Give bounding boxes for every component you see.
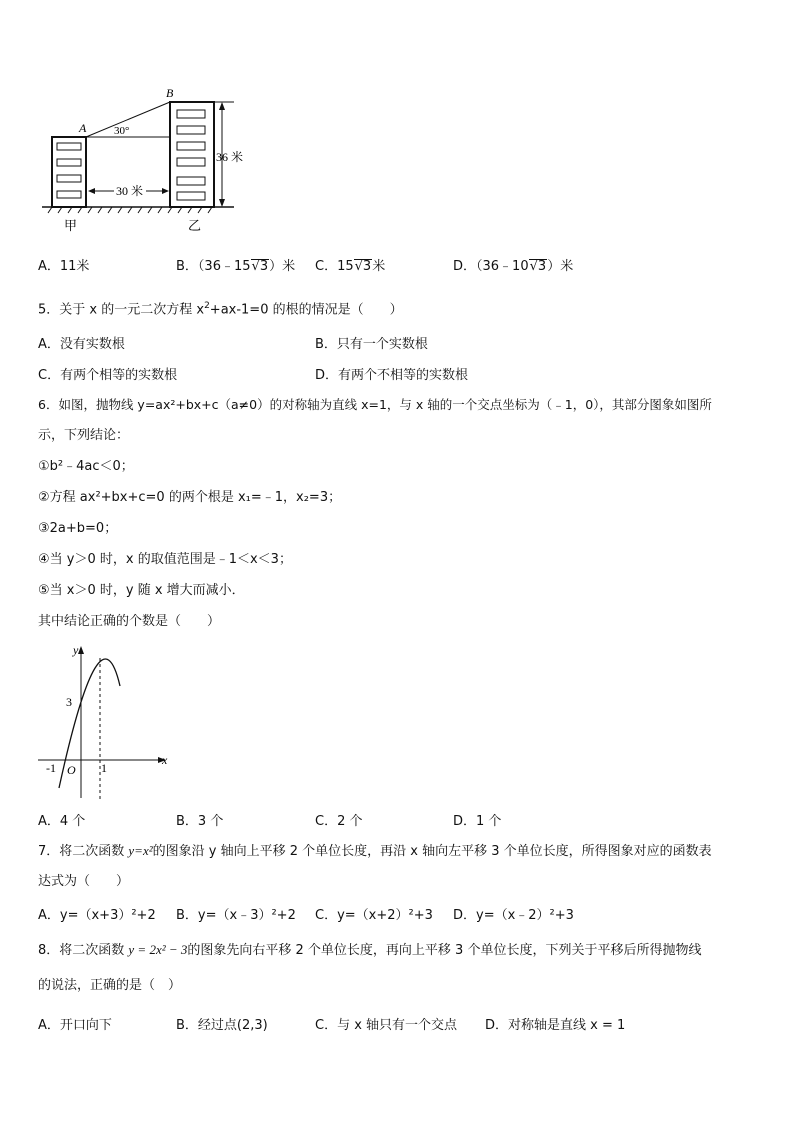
- q6-stem-line1: 6．如图，抛物线 y=ax²+bx+c（a≠0）的对称轴为直线 x=1，与 x 轴的一个交点坐标为（﹣1，0），其部分图象如图所: [38, 397, 712, 412]
- q6-conclusion-5: ⑤当 x＞0 时，y 随 x 增大而减小．: [38, 583, 245, 598]
- q5-option-b[interactable]: B．只有一个实数根: [315, 337, 428, 352]
- sqrt-symbol: √3: [529, 259, 547, 274]
- q8-stem-line2: 的说法，正确的是（ ）: [38, 978, 182, 993]
- q6-option-d[interactable]: D．1 个: [453, 814, 502, 829]
- q7-option-b[interactable]: B．y=（x﹣3）²+2: [176, 908, 296, 923]
- q6-option-a[interactable]: A．4 个: [38, 814, 86, 829]
- q8-option-c[interactable]: C．与 x 轴只有一个交点: [315, 1018, 458, 1033]
- angle-label: 30°: [114, 125, 130, 137]
- q7-stem-line1: 7．将二次函数 y=x²的图象沿 y 轴向上平移 2 个单位长度，再沿 x 轴向左平移 3 个单位长度，所得图象对应的函数表: [38, 843, 712, 859]
- q6-conclusion-4: ④当 y＞0 时，x 的取值范围是﹣1＜x＜3；: [38, 552, 292, 567]
- origin-label: O: [67, 763, 76, 777]
- buildings-figure: [38, 82, 258, 237]
- x-axis-label: x: [162, 753, 168, 767]
- q8-option-b[interactable]: B．经过点(2,3): [176, 1018, 268, 1033]
- q5-option-c[interactable]: C．有两个相等的实数根: [38, 368, 178, 383]
- q6-option-c[interactable]: C．2 个: [315, 814, 363, 829]
- q6-question: 其中结论正确的个数是（ ）: [38, 614, 221, 629]
- label-B: B: [166, 86, 174, 100]
- q4-option-d[interactable]: D．（36﹣10√3）米: [453, 259, 574, 274]
- height-label: 36 米: [216, 150, 244, 164]
- q4-option-b[interactable]: B．（36﹣15√3）米: [176, 259, 296, 274]
- tick-1: 1: [101, 761, 107, 775]
- label-A: A: [79, 121, 87, 135]
- q7-option-d[interactable]: D．y=（x﹣2）²+3: [453, 908, 574, 923]
- tick-3: 3: [66, 695, 72, 709]
- building-jia-label: 甲: [64, 218, 78, 233]
- q6-conclusion-3: ③2a+b=0；: [38, 521, 118, 536]
- q4-option-c[interactable]: C．15√3米: [315, 259, 386, 274]
- sqrt-symbol: √3: [354, 259, 372, 274]
- q6-stem-line2: 示，下列结论：: [38, 428, 130, 443]
- q7-stem-line2: 达式为（ ）: [38, 874, 130, 889]
- sqrt-symbol: √3: [251, 259, 269, 274]
- q6-conclusion-2: ②方程 ax²+bx+c=0 的两个根是 x₁=﹣1，x₂=3；: [38, 490, 342, 505]
- q8-option-a[interactable]: A．开口向下: [38, 1018, 112, 1033]
- q6-conclusion-1: ①b²﹣4ac＜0；: [38, 459, 134, 474]
- tick-neg1: -1: [46, 761, 56, 775]
- q5-stem: 5．关于 x 的一元二次方程 $x^2+ax-1=0$ 的根的情况是（ ）: [38, 301, 403, 318]
- q5-option-d[interactable]: D．有两个不相等的实数根: [315, 368, 469, 383]
- q8-option-d[interactable]: D．对称轴是直线 x = 1: [485, 1018, 626, 1033]
- building-yi-label: 乙: [188, 218, 202, 233]
- q4-option-a[interactable]: A．11米: [38, 259, 90, 274]
- q8-stem-line1: 8．将二次函数 y = 2x² − 3的图象先向右平移 2 个单位长度，再向上平移 3 个单位长度，下列关于平移后所得抛物线: [38, 942, 702, 958]
- y-axis-label: y: [73, 643, 79, 657]
- distance-label: 30 米: [116, 184, 144, 198]
- q7-option-c[interactable]: C．y=（x+2）²+3: [315, 908, 433, 923]
- q6-option-b[interactable]: B．3 个: [176, 814, 224, 829]
- q7-option-a[interactable]: A．y=（x+3）²+2: [38, 908, 156, 923]
- q5-option-a[interactable]: A．没有实数根: [38, 337, 125, 352]
- parabola-figure: [36, 638, 176, 803]
